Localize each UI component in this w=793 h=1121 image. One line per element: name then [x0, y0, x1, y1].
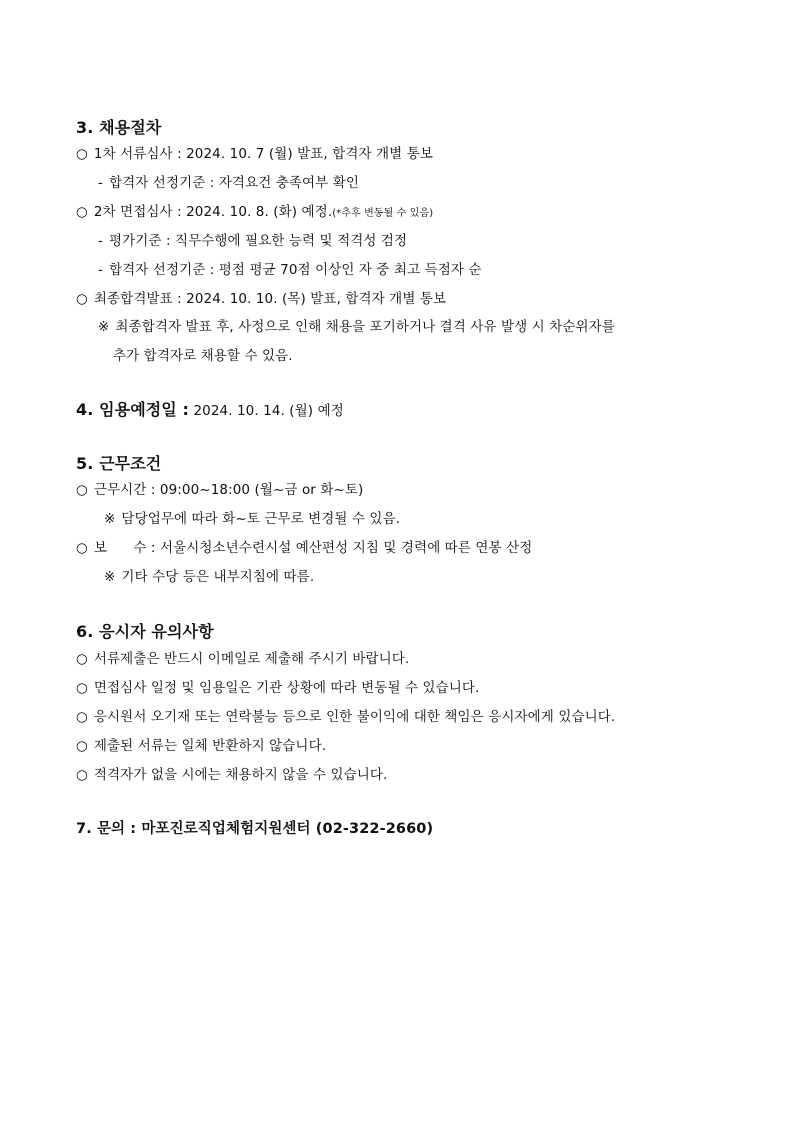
list-item-text: 적격자가 없을 시에는 채용하지 않을 수 있습니다.	[93, 767, 388, 783]
list-item	[76, 708, 615, 726]
list-item-text: 응시원서 오기재 또는 연락불능 등으로 인한 불이익에 대한 책임은 응시자에게 있습니다.	[93, 709, 616, 725]
list-item	[98, 232, 407, 250]
list-item-text: 제출된 서류는 일체 반환하지 않습니다.	[93, 738, 327, 754]
list-item-text: 1차 서류심사 : 2024. 10. 7 (월) 발표, 합격자 개별 통보	[93, 146, 433, 162]
list-item	[76, 290, 446, 308]
list-item-text: 면접심사 일정 및 임용일은 기관 상황에 따라 변동될 수 있습니다.	[93, 680, 480, 696]
list-item	[76, 766, 387, 784]
dash-bullet-icon: -	[98, 175, 103, 191]
list-item	[98, 261, 482, 279]
list-item	[76, 737, 326, 755]
list-item	[104, 568, 314, 586]
reference-mark-icon: ※	[104, 569, 116, 585]
list-item	[113, 347, 293, 365]
section-4-heading: 4. 임용예정일 :	[76, 400, 190, 419]
list-item-text: 기타 수당 등은 내부지침에 따름.	[121, 569, 315, 585]
section-6-heading: 6. 응시자 유의사항	[76, 622, 214, 641]
list-item	[76, 203, 433, 223]
list-item	[76, 145, 433, 163]
section-7-contact: 7. 문의 : 마포진로직업체험지원센터 (02-322-2660)	[76, 821, 434, 837]
circle-bullet-icon: ○	[76, 651, 88, 667]
section-4-value: 2024. 10. 14. (월) 예정	[193, 403, 344, 419]
circle-bullet-icon: ○	[76, 204, 88, 220]
circle-bullet-icon: ○	[76, 709, 88, 725]
list-item	[76, 679, 479, 697]
list-item-text: 담당업무에 따라 화~토 근무로 변경될 수 있음.	[121, 511, 401, 527]
circle-bullet-icon: ○	[76, 680, 88, 696]
circle-bullet-icon: ○	[76, 146, 88, 162]
reference-mark-icon: ※	[104, 511, 116, 527]
list-item-text: 서류제출은 반드시 이메일로 제출해 주시기 바랍니다.	[93, 651, 410, 667]
list-item-text: 보 수 : 서울시청소년수련시설 예산편성 지침 및 경력에 따른 연봉 산정	[93, 540, 533, 556]
list-item-text: 2차 면접심사 : 2024. 10. 8. (화) 예정.	[93, 204, 333, 220]
section-3-heading: 3. 채용절차	[76, 118, 162, 137]
circle-bullet-icon: ○	[76, 738, 88, 754]
list-item	[76, 650, 409, 668]
list-item	[76, 539, 532, 557]
list-item-text: 추가 합격자로 채용할 수 있음.	[113, 348, 293, 364]
circle-bullet-icon: ○	[76, 540, 88, 556]
list-item-text: 합격자 선정기준 : 평점 평균 70점 이상인 자 중 최고 득점자 순	[108, 262, 482, 278]
list-item-text: 최종합격자 발표 후, 사정으로 인해 채용을 포기하거나 결격 사유 발생 시 차순위자를	[115, 319, 615, 335]
list-item	[98, 318, 615, 336]
list-item-note: (*추후 변동될 수 있음)	[332, 208, 434, 219]
section-5-heading: 5. 근무조건	[76, 454, 162, 473]
list-item-text: 근무시간 : 09:00~18:00 (월~금 or 화~토)	[93, 482, 364, 498]
list-item	[98, 174, 359, 192]
dash-bullet-icon: -	[98, 233, 103, 249]
reference-mark-icon: ※	[98, 319, 110, 335]
circle-bullet-icon: ○	[76, 482, 88, 498]
list-item-text: 합격자 선정기준 : 자격요건 충족여부 확인	[108, 175, 359, 191]
dash-bullet-icon: -	[98, 262, 103, 278]
list-item	[104, 510, 400, 528]
list-item-text: 평가기준 : 직무수행에 필요한 능력 및 적격성 검정	[108, 233, 408, 249]
section-4	[76, 400, 344, 420]
circle-bullet-icon: ○	[76, 291, 88, 307]
circle-bullet-icon: ○	[76, 767, 88, 783]
list-item	[76, 481, 363, 499]
list-item-text: 최종합격발표 : 2024. 10. 10. (목) 발표, 합격자 개별 통보	[93, 291, 447, 307]
